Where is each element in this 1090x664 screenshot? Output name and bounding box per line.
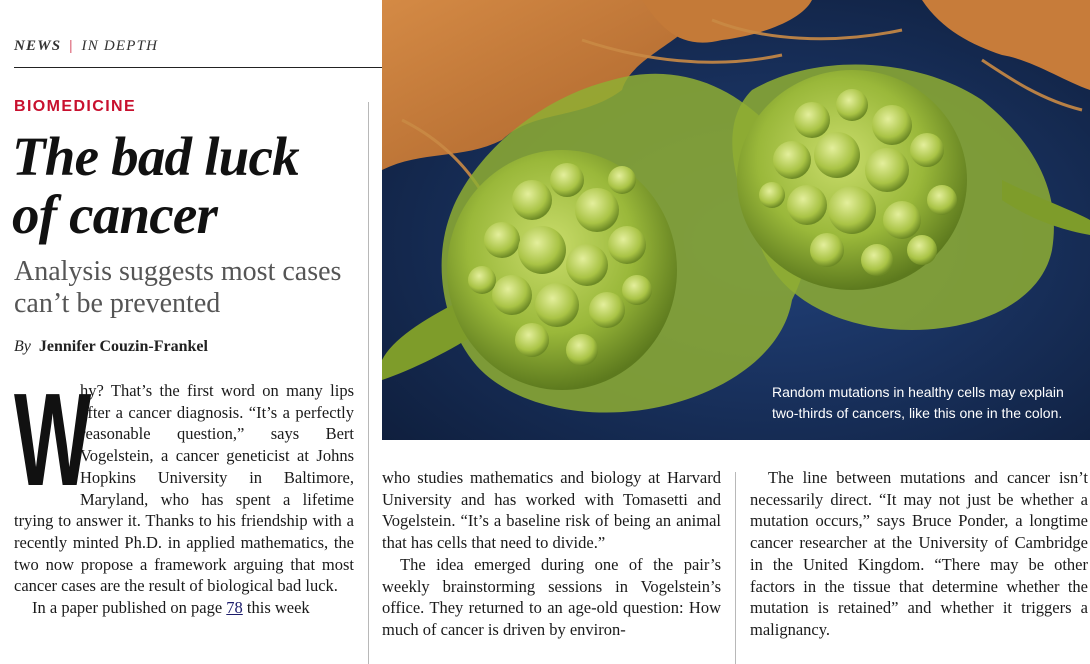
paragraph-text: this week [246,598,310,618]
subsection-name: IN DEPTH [81,38,159,54]
article-column-1 [14,366,354,619]
cancer-cell-image [382,0,1090,440]
headline [12,128,357,244]
section-name: NEWS [14,38,62,54]
byline [14,338,208,356]
cancer-cell-photo [382,0,1090,440]
paragraph: The line between mutations and cancer isn’t necessarily direct. “It may not just be whether a mutation occurs,” says Bruce Ponder, a longtime cancer researcher at the University of Cambridge in the United Kingdom. “There may be other factors in the tissue that determine whether the mutation is retained” and whether it triggers a malignancy. [750,468,1088,639]
page-reference-link[interactable]: 78 [226,598,243,618]
author-name: Jennifer Couzin-Frankel [38,338,208,355]
drop-cap: W [14,366,92,513]
paragraph: who studies mathematics and biology at Harvard University and has worked with Tomasetti and Vogelstein. “It’s a baseline risk of being an animal that has cells that need to divide.” [382,468,721,553]
column-rule [368,102,369,664]
photo-caption: Random mutations in healthy cells may explain two-thirds of cancers, like this one in the colon. [772,384,1064,421]
paragraph [14,597,354,619]
header-rule [14,67,382,68]
article-column-2 [382,467,721,641]
paragraph: hy? That’s the first word on many lips after a cancer diagnosis. “It’s a perfectly reasonable question,” says Bert Vogelstein, a cancer geneticist at Johns Hopkins University in Baltimore, Maryland, who has spent a lifetime trying to answer it. Thanks to his friendship with a recently minted Ph.D. in applied mathematics, the two now propose a framework arguing that most cancer cases are the result of biological bad luck. [14,381,354,596]
section-separator: | [69,38,74,54]
kicker: BIOMEDICINE [14,98,137,115]
paragraph: The idea emerged during one of the pair’s weekly brainstorming sessions in Vogelstein’s office. They returned to an age-old question: How much of cancer is driven by environ- [382,554,721,639]
headline-line-1: The bad luck [12,126,299,187]
section-label [14,38,158,55]
headline-line-2: of cancer [12,184,218,245]
dek: Analysis suggests most cases can’t be prevented [14,256,342,319]
byline-prefix: By [14,338,31,355]
paragraph-text: In a paper published on page [32,598,223,618]
article-column-3 [750,467,1088,641]
column-rule [735,472,736,664]
